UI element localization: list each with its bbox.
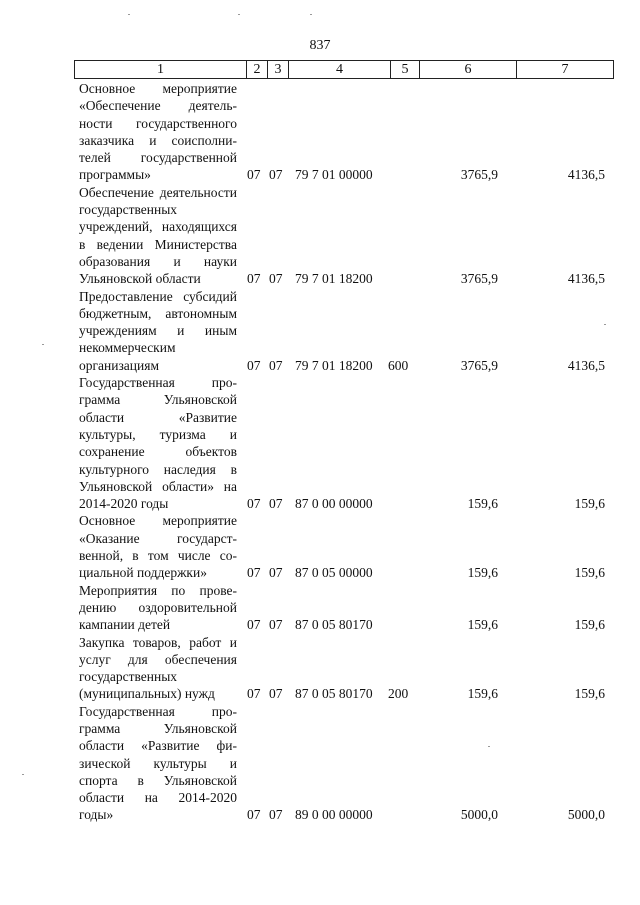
amount-col7: 159,6: [574, 686, 605, 702]
subsection-code: 07: [269, 357, 283, 373]
target-article-code: 79 7 01 18200: [295, 271, 373, 287]
column-header-5: 5: [391, 61, 420, 78]
expense-type-code: 200: [388, 686, 409, 702]
row-description: Закупка товаров, работ и услуг для обеспечения государственных (муниципальных) нужд: [79, 634, 237, 702]
scan-speck: [128, 14, 130, 15]
page-number: 837: [309, 38, 331, 53]
row-description: Государственная программа Ульяновской области «Развитие физической культуры и спорта в Ульяновской области на 2014-2020 годы»: [79, 703, 237, 823]
amount-col7: 4136,5: [567, 357, 605, 373]
scan-speck: [310, 14, 312, 15]
subsection-code: 07: [269, 807, 283, 823]
section-code: 07: [247, 617, 261, 633]
section-code: 07: [247, 496, 261, 512]
column-header-7: 7: [561, 62, 569, 77]
amount-col7: 5000,0: [567, 807, 605, 823]
table-row: [0, 703, 640, 824]
amount-col6: 3765,9: [460, 167, 498, 183]
row-description: Государственная программа Ульяновской области «Развитие культуры, туризма и сохранение объектов культурного наследия в Ульяновской области» на 2014-2020 годы: [79, 375, 237, 512]
table-row: [0, 80, 640, 184]
column-header-4: 4: [289, 61, 391, 78]
amount-col6: 159,6: [467, 496, 498, 512]
amount-col6: 159,6: [467, 617, 498, 633]
scan-speck: [488, 746, 490, 747]
section-code: 07: [247, 686, 261, 702]
amount-col7: 4136,5: [567, 167, 605, 183]
table-row: [0, 582, 640, 634]
scan-speck: [604, 324, 606, 325]
section-code: 07: [247, 167, 261, 183]
amount-col6: 5000,0: [460, 807, 498, 823]
column-header-6: 6: [420, 61, 517, 78]
amount-col7: 159,6: [574, 565, 605, 581]
section-code: 07: [247, 807, 261, 823]
section-code: 07: [247, 357, 261, 373]
row-description: Основное мероприятие «Оказание государственной, в том числе социальной поддержки»: [79, 513, 237, 581]
amount-col6: 159,6: [467, 565, 498, 581]
row-description: Основное мероприятие «Обеспечение деятельности государственного заказчика и соисполнителей государственной программы»: [79, 81, 237, 183]
amount-col6: 3765,9: [460, 357, 498, 373]
budget-table-body: [0, 80, 640, 824]
section-code: 07: [247, 271, 261, 287]
scan-speck: [42, 344, 44, 345]
row-description: Предоставление субсидий бюджетным, автономным учреждениям и иным некоммерческим организациям: [79, 288, 237, 373]
amount-col6: 159,6: [467, 686, 498, 702]
amount-col7: 159,6: [574, 496, 605, 512]
expense-type-code: 600: [388, 357, 409, 373]
target-article-code: 87 0 05 80170: [295, 617, 373, 633]
target-article-code: 79 7 01 00000: [295, 167, 373, 183]
table-row: [0, 512, 640, 581]
section-code: 07: [247, 565, 261, 581]
column-header-3: 3: [268, 61, 289, 78]
amount-col7: 4136,5: [567, 271, 605, 287]
row-description: Мероприятия по проведению оздоровительной кампании детей: [79, 582, 237, 633]
subsection-code: 07: [269, 686, 283, 702]
table-row: [0, 374, 640, 512]
subsection-code: 07: [269, 271, 283, 287]
subsection-code: 07: [269, 617, 283, 633]
amount-col6: 3765,9: [460, 271, 498, 287]
scan-speck: [22, 774, 24, 775]
column-header-1: 1: [75, 61, 247, 78]
subsection-code: 07: [269, 496, 283, 512]
target-article-code: 87 0 05 80170: [295, 686, 373, 702]
table-row: [0, 288, 640, 374]
target-article-code: 87 0 05 00000: [295, 565, 373, 581]
target-article-code: 87 0 00 00000: [295, 496, 373, 512]
amount-col7: 159,6: [574, 617, 605, 633]
subsection-code: 07: [269, 167, 283, 183]
table-header: [74, 60, 614, 79]
row-description: Обеспечение деятельности государственных учреждений, находящихся в ведении Министерства образования и науки Ульяновской области: [79, 184, 237, 287]
table-row: [0, 184, 640, 288]
target-article-code: 89 0 00 00000: [295, 807, 373, 823]
table-row: [0, 634, 640, 703]
scan-speck: [238, 14, 240, 15]
subsection-code: 07: [269, 565, 283, 581]
column-header-2: 2: [247, 61, 268, 78]
target-article-code: 79 7 01 18200: [295, 357, 373, 373]
